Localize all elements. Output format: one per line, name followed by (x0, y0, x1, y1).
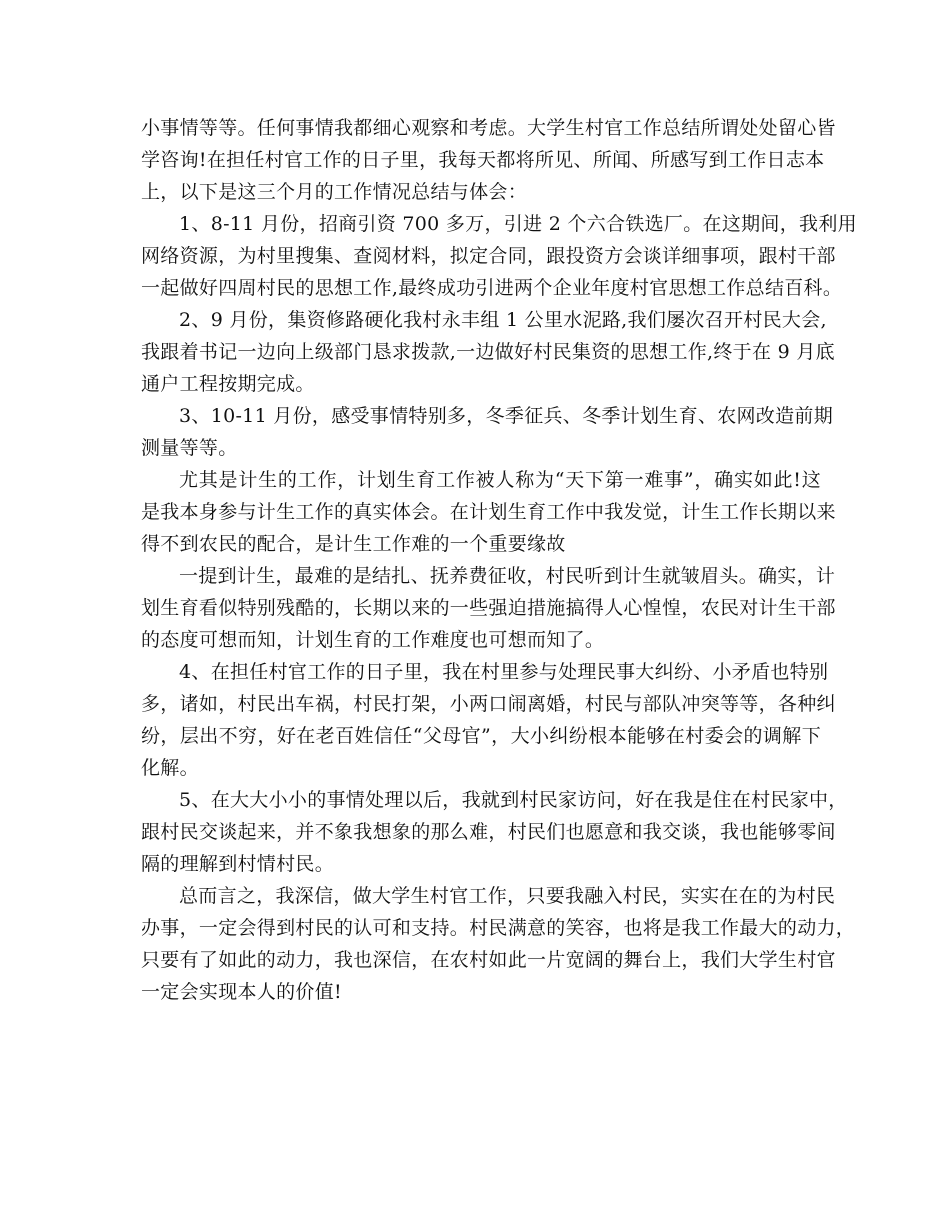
text-line: 通户工程按期完成。 (141, 373, 315, 395)
text-line: 得不到农民的配合，是计生工作难的一个重要缘故 (141, 533, 566, 555)
document-body (141, 112, 857, 1008)
text-line: 多，诸如，村民出车祸，村民打架，小两口闹离婚，村民与部队冲突等等，各种纠 (141, 693, 836, 715)
text-line: 一提到计生，最难的是结扎、抚养费征收，村民听到计生就皱眉头。确实，计 (179, 565, 836, 587)
text-line: 1、8-11 月份，招商引资 700 多万，引进 2 个六合铁选厂。在这期间，我利用 (179, 213, 857, 235)
text-line: 学咨询!在担任村官工作的日子里，我每天都将所见、所闻、所感写到工作日志本 (141, 149, 825, 171)
text-line: 上，以下是这三个月的工作情况总结与体会： (141, 181, 528, 203)
text-line: 测量等等。 (141, 437, 238, 459)
text-line: 2、9 月份，集资修路硬化我村永丰组 1 公里水泥路,我们屡次召开村民大会, (179, 309, 827, 331)
text-line: 办事，一定会得到村民的认可和支持。村民满意的笑容，也将是我工作最大的动力， (141, 917, 856, 939)
text-line: 网络资源，为村里搜集、查阅材料，拟定合同，跟投资方会谈详细事项，跟村干部 (141, 245, 836, 267)
text-line: 纷，层出不穷，好在老百姓信任“父母官”，大小纠纷根本能够在村委会的调解下 (141, 725, 821, 747)
text-line: 是我本身参与计生工作的真实体会。在计划生育工作中我发觉，计生工作长期以来 (141, 501, 836, 523)
text-line: 5、在大大小小的事情处理以后，我就到村民家访问，好在我是住在村民家中， (179, 789, 848, 811)
text-line: 小事情等等。任何事情我都细心观察和考虑。大学生村官工作总结所谓处处留心皆 (141, 117, 836, 139)
text-line: 一起做好四周村民的思想工作,最终成功引进两个企业年度村官思想工作总结百科。 (141, 277, 843, 299)
text-line: 化解。 (141, 757, 199, 779)
text-line: 只要有了如此的动力，我也深信，在农村如此一片宽阔的舞台上，我们大学生村官 (141, 949, 836, 971)
text-line: 划生育看似特别残酷的，长期以来的一些强迫措施搞得人心惶惶，农民对计生干部 (141, 597, 836, 619)
text-line: 一定会实现本人的价值! (141, 981, 342, 1003)
text-line: 我跟着书记一边向上级部门恳求拨款,一边做好村民集资的思想工作,终于在 9 月底 (141, 341, 835, 363)
text-line: 尤其是计生的工作，计划生育工作被人称为“天下第一难事”，确实如此!这 (179, 469, 821, 491)
text-line: 隔的理解到村情村民。 (141, 853, 335, 875)
text-line: 3、10-11 月份，感受事情特别多，冬季征兵、冬季计划生育、农网改造前期 (179, 405, 834, 427)
text-line: 总而言之，我深信，做大学生村官工作，只要我融入村民，实实在在的为村民 (179, 885, 836, 907)
text-line: 的态度可想而知，计划生育的工作难度也可想而知了。 (141, 629, 605, 651)
text-line: 跟村民交谈起来，并不象我想象的那么难，村民们也愿意和我交谈，我也能够零间 (141, 821, 836, 843)
text-line: 4、在担任村官工作的日子里，我在村里参与处理民事大纠纷、小矛盾也特别 (179, 661, 829, 683)
